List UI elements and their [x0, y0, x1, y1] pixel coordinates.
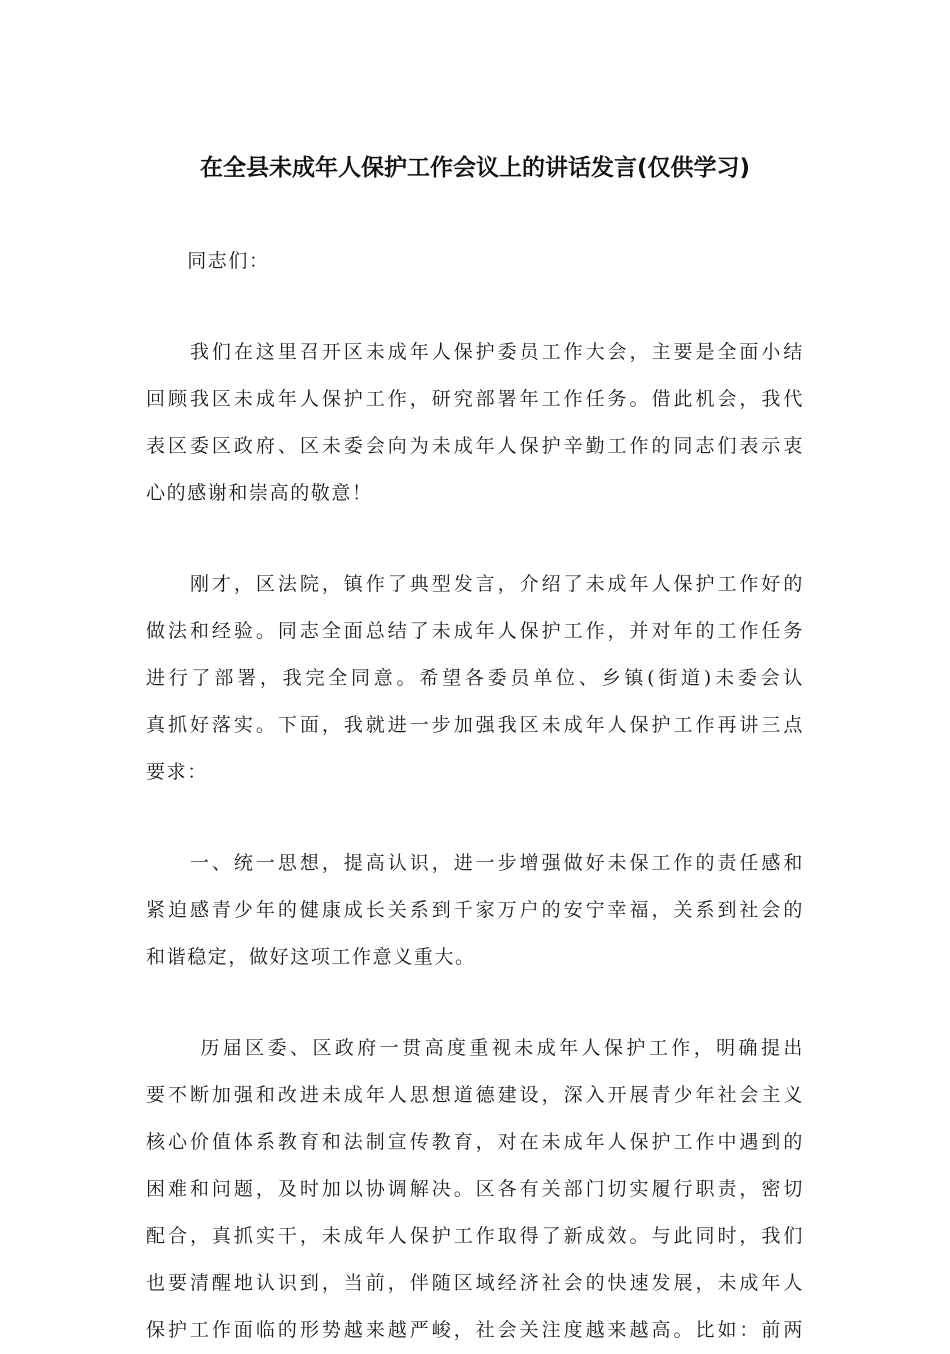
document-title: 在全县未成年人保护工作会议上的讲话发言(仅供学习): [199, 155, 751, 181]
text-line: 困难和问题，及时加以协调解决。区各有关部门切实履行职责，密切: [146, 1178, 804, 1200]
text-line: 保护工作面临的形势越来越严峻，社会关注度越来越高。比如：前两: [146, 1319, 804, 1341]
body-paragraph: [146, 329, 804, 517]
salutation-paragraph: [146, 238, 804, 285]
text-line: 也要清醒地认识到，当前，伴随区域经济社会的快速发展，未成年人: [146, 1272, 804, 1294]
body-paragraph: [146, 1025, 804, 1354]
paragraph-gap: [146, 285, 804, 329]
paragraph-gap: [146, 796, 804, 840]
text-line: 回顾我区未成年人保护工作，研究部署年工作任务。借此机会，我代: [146, 388, 804, 410]
text-line: 一、统一思想，提高认识，进一步增强做好未保工作的责任感和: [146, 852, 804, 874]
text-line: 心的感谢和崇高的敬意！: [146, 482, 373, 504]
paragraph-gap: [146, 981, 804, 1025]
paragraph-gap: [146, 517, 804, 561]
text-line: 历届区委、区政府一贯高度重视未成年人保护工作，明确提出: [146, 1037, 804, 1059]
text-line: 紧迫感青少年的健康成长关系到千家万户的安宁幸福，关系到社会的: [146, 899, 804, 921]
text-line: 和谐稳定，做好这项工作意义重大。: [146, 946, 476, 968]
text-line: 要不断加强和改进未成年人思想道德建设，深入开展青少年社会主义: [146, 1084, 804, 1106]
text-line: 要求：: [146, 761, 208, 783]
text-line: 核心价值体系教育和法制宣传教育，对在未成年人保护工作中遇到的: [146, 1131, 804, 1153]
text-line: 配合，真抓实干，未成年人保护工作取得了新成效。与此同时，我们: [146, 1225, 804, 1247]
section-heading-paragraph: [146, 840, 804, 981]
text-line: 我们在这里召开区未成年人保护委员工作大会，主要是全面小结: [146, 341, 804, 363]
text-line: 刚才，区法院，镇作了典型发言，介绍了未成年人保护工作好的: [146, 573, 804, 595]
body-paragraph: [146, 561, 804, 796]
text-line: 进行了部署，我完全同意。希望各委员单位、乡镇(街道)未委会认: [146, 667, 804, 689]
document-body: [146, 238, 804, 1354]
text-line: 同志们：: [146, 250, 270, 272]
text-line: 做法和经验。同志全面总结了未成年人保护工作，并对年的工作任务: [146, 620, 804, 642]
text-line: 表区委区政府、区未委会向为未成年人保护辛勤工作的同志们表示衷: [146, 435, 804, 457]
text-line: 真抓好落实。下面，我就进一步加强我区未成年人保护工作再讲三点: [146, 714, 804, 736]
